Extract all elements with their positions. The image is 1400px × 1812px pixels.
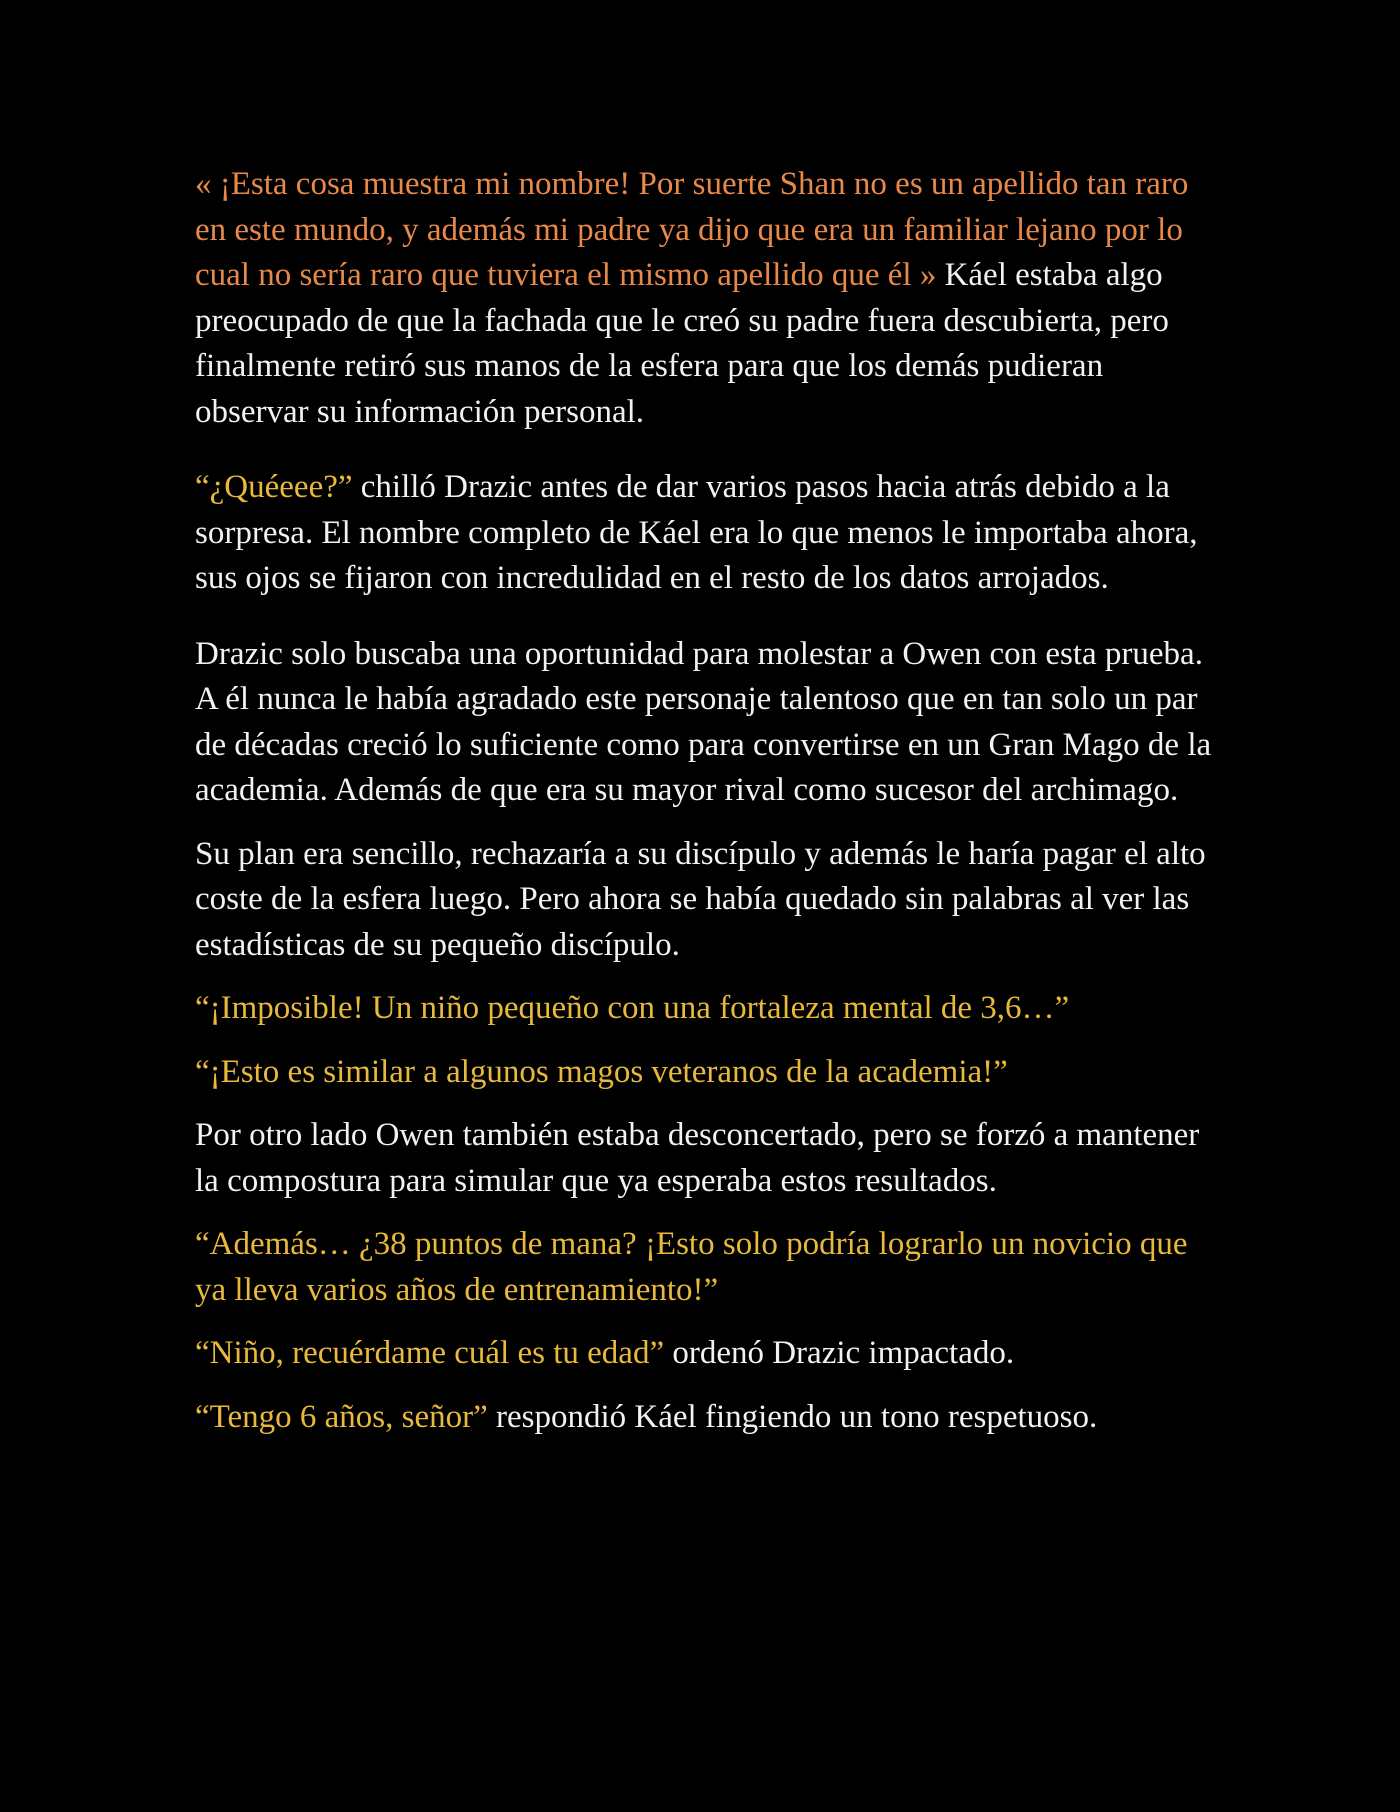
narration-text: respondió Káel fingiendo un tono respetuoso. bbox=[487, 1398, 1098, 1435]
paragraph-2 bbox=[195, 465, 1215, 602]
dialogue-text: “Además… ¿38 puntos de mana? ¡Esto solo podría lograrlo un novicio que ya lleva varios años de entrenamiento!” bbox=[195, 1226, 1188, 1308]
paragraph-4 bbox=[195, 832, 1215, 969]
paragraph-7 bbox=[195, 1113, 1215, 1204]
narration-text: Drazic solo buscaba una oportunidad para molestar a Owen con esta prueba. A él nunca le había agradado este personaje talentoso que en tan solo un par de décadas creció lo suficiente como para convertirse en un Gran Mago de la academia. Además de que era su mayor rival como sucesor del archimago. bbox=[195, 635, 1212, 808]
dialogue-text: “¡Esto es similar a algunos magos veteranos de la academia!” bbox=[195, 1053, 1008, 1090]
dialogue-text: “Tengo 6 años, señor” bbox=[195, 1398, 488, 1435]
dialogue-text: “¡Imposible! Un niño pequeño con una fortaleza mental de 3,6…” bbox=[195, 990, 1070, 1026]
dialogue-text: “Niño, recuérdame cuál es tu edad” bbox=[195, 1335, 665, 1371]
paragraph-8 bbox=[195, 1222, 1215, 1313]
paragraph-5 bbox=[195, 986, 1215, 1032]
paragraph-6 bbox=[195, 1050, 1215, 1096]
narration-text: Su plan era sencillo, rechazaría a su discípulo y además le haría pagar el alto coste de la esfera luego. Pero ahora se había quedado sin palabras al ver las estadísticas de su pequeño discípulo. bbox=[195, 835, 1206, 963]
paragraph-10 bbox=[195, 1395, 1215, 1441]
paragraph-1 bbox=[195, 162, 1215, 435]
thought-text: « ¡Esta cosa muestra mi nombre! Por suerte Shan no es un apellido tan raro en este mundo, y además mi padre ya dijo que era un familiar lejano por lo cual no sería raro que tuviera el mismo apellido que él » bbox=[195, 166, 1189, 293]
narration-text: ordenó Drazic impactado. bbox=[664, 1335, 1015, 1371]
narration-text: Káel estaba algo preocupado de que la fachada que le creó su padre fuera descubierta, pero finalmente retiró sus manos de la esfera para que los demás pudieran observar su información personal. bbox=[195, 257, 1169, 430]
paragraph-9 bbox=[195, 1331, 1215, 1377]
narration-text: chilló Drazic antes de dar varios pasos hacia atrás debido a la sorpresa. El nombre completo de Káel era lo que menos le importaba ahora, sus ojos se fijaron con incredulidad en el resto de los datos arrojados. bbox=[195, 469, 1198, 596]
dialogue-text: “¿Quéeee?” bbox=[195, 469, 353, 505]
page-text bbox=[195, 162, 1215, 1440]
paragraph-3 bbox=[195, 632, 1215, 814]
narration-text: Por otro lado Owen también estaba desconcertado, pero se forzó a mantener la compostura para simular que ya esperaba estos resultados. bbox=[195, 1117, 1200, 1199]
